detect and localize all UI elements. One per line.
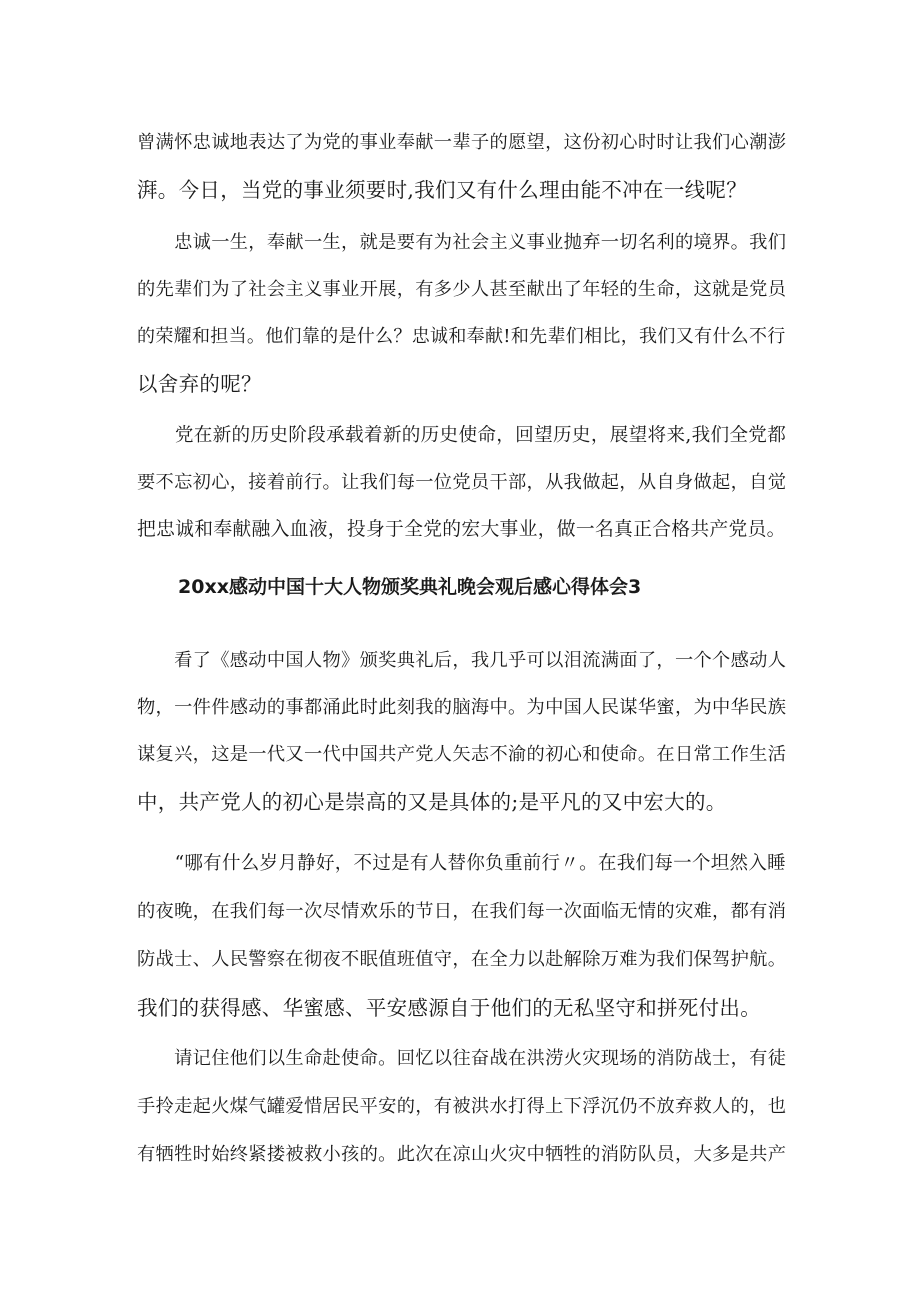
paragraph-6-line-2: 手拎走起火煤气罐爱惜居民平安的，有被洪水打得上下浮沉仍不放弃救人的，也 [137,1096,787,1117]
paragraph-5-line-3: 防战士、人民警察在彻夜不眠值班值守，在全力以赴解除万难为我们保驾护航。 [137,949,787,970]
paragraph-2-line-1: 忠诚一生，奉献一生，就是要有为社会主义事业抛弃一切名利的境界。我们 [137,232,787,253]
paragraph-1-line-2: 湃。今日，当党的事业须要时,我们又有什么理由能不冲在一线呢？ [137,178,748,202]
paragraph-3-line-3: 把忠诚和奉献融入血液，投身于全党的宏大事业，做一名真正合格共产党员。 [137,519,786,540]
section-heading: 20xx感动中国十大人物颁奖典礼晚会观后感心得体会3 [178,576,642,598]
paragraph-1-line-1: 曾满怀忠诚地表达了为党的事业奉献一辈子的愿望，这份初心时时让我们心潮澎 [137,132,787,153]
paragraph-2-line-4: 以舍弃的呢？ [137,372,262,396]
paragraph-3-line-2: 要不忘初心，接着前行。让我们每一位党员干部，从我做起，从自身做起，自觉 [137,472,787,493]
paragraph-3-line-1: 党在新的历史阶段承载着新的历史使命，回望历史，展望将来,我们全党都 [137,425,787,446]
paragraph-4-line-3: 谋复兴，这是一代又一代中国共产党人矢志不渝的初心和使命。在日常工作生活 [137,744,787,765]
paragraph-5-line-2: 的夜晚，在我们每一次尽情欢乐的节日，在我们每一次面临无情的灾难，都有消 [137,901,787,922]
paragraph-5-line-1: “哪有什么岁月静好，不过是有人替你负重前行〃。在我们每一个坦然入睡 [137,853,786,874]
paragraph-6-line-1: 请记住他们以生命赴使命。回忆以往奋战在洪涝火灾现场的消防战士，有徒 [137,1048,787,1069]
paragraph-5-line-4: 我们的获得感、华蜜感、平安感源自于他们的无私坚守和拼死付出。 [137,996,761,1020]
paragraph-2-line-3: 的荣耀和担当。他们靠的是什么？忠诚和奉献!和先辈们相比，我们又有什么不行 [137,326,786,347]
paragraph-6-line-3: 有牺牲时始终紧搂被救小孩的。此次在凉山火灾中牺牲的消防队员，大多是共产 [137,1144,787,1165]
paragraph-4-line-2: 物，一件件感动的事都涌此时此刻我的脑海中。为中国人民谋华蜜，为中华民族 [137,697,787,718]
paragraph-4-line-4: 中，共产党人的初心是崇高的又是具体的;是平凡的又中宏大的。 [137,790,727,814]
paragraph-4-line-1: 看了《感动中国人物》颁奖典礼后，我几乎可以泪流满面了，一个个感动人 [137,650,787,671]
paragraph-2-line-2: 的先辈们为了社会主义事业开展，有多少人甚至献出了年轻的生命，这就是党员 [137,279,787,300]
